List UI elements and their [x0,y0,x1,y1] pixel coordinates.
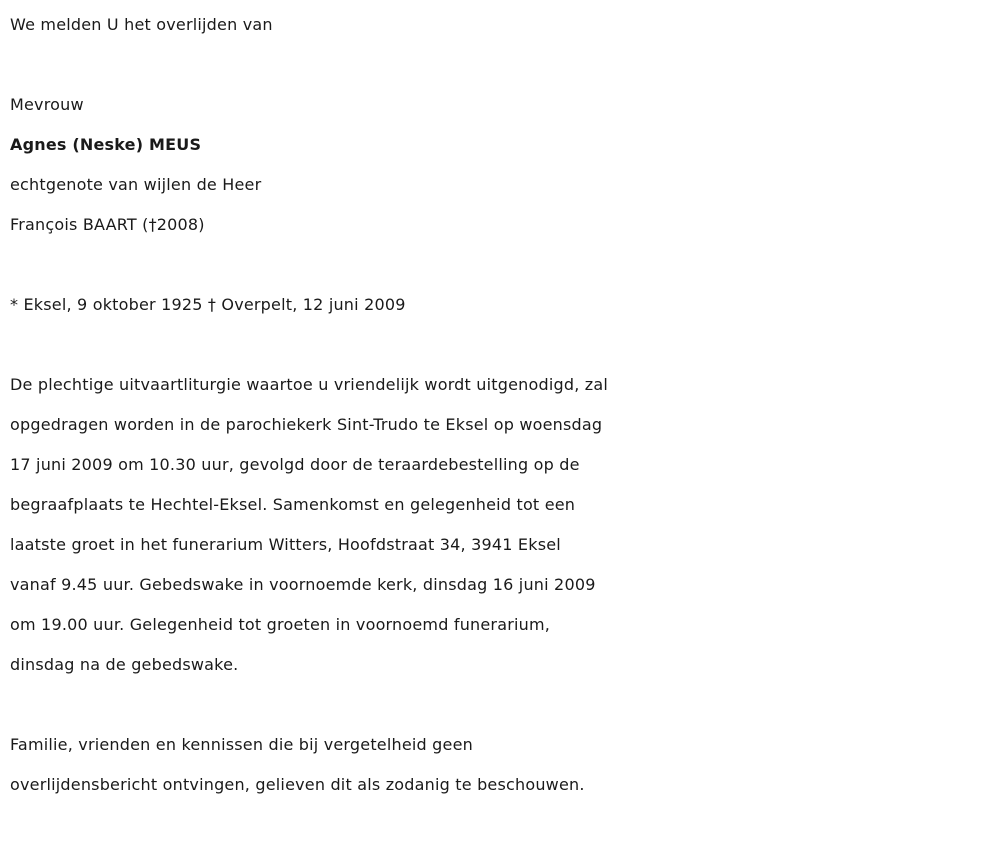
death-notice [10,5,995,805]
closing-paragraph [10,725,995,805]
title-text: Mevrouw [10,95,84,114]
ceremony-line: De plechtige uitvaartliturgie waartoe u vriendelijk wordt uitgenodigd, zal [10,375,609,394]
ceremony-line: opgedragen worden in de parochiekerk Sint-Trudo te Eksel op woensdag [10,415,603,434]
ceremony-paragraph [10,365,995,685]
deceased-name: Agnes (Neske) MEUS [10,135,202,154]
ceremony-line: 17 juni 2009 om 10.30 uur, gevolgd door de teraardebestelling op de [10,455,580,474]
spacer [10,685,995,725]
ceremony-line: begraafplaats te Hechtel-Eksel. Samenkomst en gelegenheid tot een [10,495,576,514]
intro-text: We melden U het overlijden van [10,15,273,34]
spacer [10,245,995,285]
ceremony-line: dinsdag na de gebedswake. [10,655,239,674]
closing-line: Familie, vrienden en kennissen die bij vergetelheid geen [10,735,473,754]
ceremony-line: laatste groet in het funerarium Witters, Hoofdstraat 34, 3941 Eksel [10,535,561,554]
ceremony-line: vanaf 9.45 uur. Gebedswake in voornoemde kerk, dinsdag 16 juni 2009 [10,575,596,594]
spouse-line-2: François BAART (†2008) [10,215,205,234]
ceremony-line: om 19.00 uur. Gelegenheid tot groeten in voornoemd funerarium, [10,615,551,634]
life-dates: * Eksel, 9 oktober 1925 † Overpelt, 12 juni 2009 [10,295,406,314]
closing-line: overlijdensbericht ontvingen, gelieven dit als zodanig te beschouwen. [10,775,585,794]
spacer [10,45,995,85]
spacer [10,325,995,365]
spouse-line-1: echtgenote van wijlen de Heer [10,175,262,194]
